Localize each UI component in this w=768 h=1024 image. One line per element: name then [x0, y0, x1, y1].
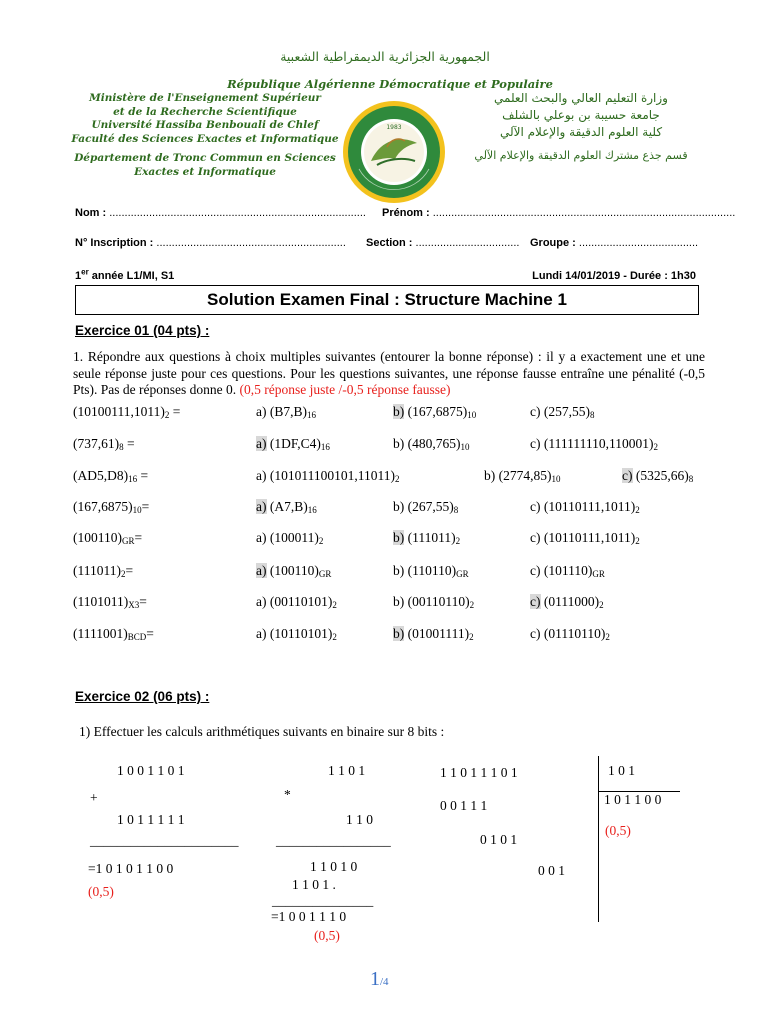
page-current: 1	[370, 968, 380, 990]
question-value: (111011)	[73, 563, 121, 578]
mcq-option-b[interactable]	[393, 563, 469, 579]
option-value: (101011100101,11011)	[266, 468, 395, 483]
mcq-question	[73, 563, 133, 579]
option-letter: b)	[393, 594, 405, 609]
option-value: (1DF,C4)	[266, 436, 321, 451]
page-total: /4	[380, 976, 389, 988]
option-base: 2	[605, 632, 610, 642]
prenom-field[interactable]	[382, 207, 735, 219]
question-value: (167,6875)	[73, 499, 133, 514]
option-value: (00110110)	[404, 594, 470, 609]
header-left-block	[70, 92, 340, 179]
question-value: (1111001)	[73, 626, 128, 641]
option-base: 10	[460, 442, 470, 452]
option-value: (480,765)	[404, 436, 461, 451]
question-value: (10100111,1011)	[73, 404, 165, 419]
year-rest: année L1/MI, S1	[91, 270, 175, 282]
option-letter: b)	[393, 563, 405, 578]
mcq-option-a[interactable]	[256, 530, 323, 546]
year-num: 1	[75, 270, 82, 282]
ministry-line: et de la Recherche Scientifique	[113, 105, 297, 118]
prenom-label: Prénom :	[382, 207, 430, 219]
mul-score: (0,5)	[314, 928, 340, 943]
question-value: (AD5,D8)	[73, 468, 129, 483]
add-operator: +	[90, 790, 98, 805]
div-vertical-rule	[598, 756, 599, 922]
section-label: Section :	[366, 237, 413, 249]
prenom-dots: ...................................................................................................	[432, 207, 736, 219]
question-equals: =	[146, 626, 154, 641]
inscription-field[interactable]	[75, 237, 346, 249]
mcq-question	[73, 530, 142, 546]
option-letter: c)	[530, 530, 541, 545]
mcq-option-c[interactable]	[530, 626, 610, 642]
option-base: 8	[590, 410, 595, 420]
option-letter: b)	[393, 436, 405, 451]
option-value: (A7,B)	[266, 499, 308, 514]
question-base: 2	[164, 410, 170, 420]
option-letter: c)	[530, 404, 541, 419]
question-base: GR	[122, 536, 135, 546]
option-letter: b)	[393, 530, 405, 545]
mcq-question	[73, 404, 180, 420]
question-base: 16	[128, 474, 138, 484]
mcq-option-c[interactable]	[530, 499, 640, 515]
question-base: 2	[121, 569, 126, 579]
option-letter: c)	[530, 626, 541, 641]
ministry-line: Ministère de l'Enseignement Supérieur	[89, 92, 321, 104]
div-quotient: 1 0 1 1 0 0	[604, 792, 662, 807]
option-letter: b)	[484, 468, 496, 483]
option-base: 2	[635, 505, 640, 515]
add-operand-a: 1 0 0 1 1 0 1	[117, 763, 185, 778]
exercise-1-title: Exercice 01 (04 pts) :	[75, 323, 210, 338]
mcq-option-c[interactable]	[530, 530, 640, 546]
logo-year: 1983	[386, 124, 402, 131]
question-equals: =	[134, 530, 143, 545]
department-line: Département de Tronc Commun en Sciences	[74, 152, 336, 164]
option-base: 2	[332, 600, 337, 610]
option-base: 2	[455, 536, 461, 546]
question-base: 10	[132, 505, 142, 515]
option-letter: a)	[256, 468, 267, 483]
mul-operand-b: 1 1 0	[346, 812, 373, 827]
mcq-option-b[interactable]	[393, 626, 474, 642]
nom-label: Nom :	[75, 207, 107, 219]
option-value: (5325,66)	[632, 468, 689, 483]
question-value: (737,61)	[73, 436, 120, 451]
option-value: (167,6875)	[404, 404, 468, 419]
year-level	[75, 267, 175, 282]
ministry-line-ar: وزارة التعليم العالي والبحث العلمي	[494, 91, 668, 105]
option-value: (257,55)	[540, 404, 590, 419]
option-base: GR	[592, 569, 605, 579]
exercise-1-instructions	[73, 349, 705, 399]
mcq-question	[73, 468, 148, 484]
mcq-option-c[interactable]	[530, 404, 595, 420]
option-value: (2774,85)	[495, 468, 552, 483]
mcq-option-c[interactable]	[530, 563, 605, 579]
nom-dots: ....................................................................................	[109, 207, 366, 219]
year-sup: er	[81, 267, 89, 277]
option-value: (267,55)	[404, 499, 454, 514]
mul-partial-2: 1 1 0 1 .	[292, 877, 336, 892]
option-value: (B7,B)	[266, 404, 307, 419]
option-letter: a)	[256, 626, 267, 641]
faculty-line: Faculté des Sciences Exactes et Informatique	[71, 132, 339, 145]
groupe-label: Groupe :	[530, 237, 576, 249]
option-letter: b)	[393, 404, 405, 419]
question-equals: =	[123, 436, 135, 451]
option-base: 2	[635, 536, 640, 546]
mcq-option-b[interactable]	[393, 499, 458, 515]
option-base: 2	[332, 632, 337, 642]
mul-result: =1 0 0 1 1 1 0	[271, 909, 347, 924]
div-remainder-2: 0 1 0 1	[480, 832, 518, 847]
option-value: (110110)	[404, 563, 457, 578]
faculty-line-ar: كلية العلوم الدقيقة والإعلام الآلي	[499, 125, 663, 139]
question-equals: =	[139, 594, 147, 609]
mcq-option-c[interactable]	[530, 436, 658, 452]
option-letter: a)	[256, 499, 267, 514]
option-base: GR	[456, 569, 469, 579]
mcq-question	[73, 594, 147, 610]
mcq-question	[73, 499, 149, 515]
question-value: (100110)	[73, 530, 122, 545]
option-base: 10	[551, 474, 561, 484]
option-value: (101110)	[540, 563, 593, 578]
mcq-option-c[interactable]	[622, 468, 693, 484]
mul-rule-2: _______________	[272, 893, 374, 908]
university-logo	[341, 99, 447, 205]
option-value: (100011)	[266, 530, 319, 545]
add-operand-b: 1 0 1 1 1 1 1	[117, 812, 185, 827]
mcq-option-b[interactable]	[393, 404, 476, 420]
div-dividend: 1 1 0 1 1 1 0 1	[440, 765, 518, 780]
mcq-option-a[interactable]	[256, 563, 331, 579]
option-value: (10110111,1011)	[540, 499, 636, 514]
mcq-option-a[interactable]	[256, 626, 337, 642]
option-base: 8	[453, 505, 459, 515]
question-equals: =	[137, 468, 149, 483]
mul-operator: *	[284, 787, 291, 802]
scoring-note: (0,5 réponse juste /-0,5 réponse fausse)	[239, 382, 451, 397]
university-line: Université Hassiba Benbouali de Chlef	[91, 119, 319, 131]
page-number	[370, 968, 389, 991]
mul-partial-1: 1 1 0 1 0	[310, 859, 358, 874]
option-letter: a)	[256, 530, 267, 545]
department-line: Exactes et Informatique	[134, 165, 276, 178]
mcq-option-a[interactable]	[256, 468, 400, 484]
exercise-2-instruction: 1) Effectuer les calculs arithmétiques suivants en binaire sur 8 bits :	[79, 724, 445, 739]
question-base: 8	[119, 442, 124, 452]
option-base: 8	[688, 474, 694, 484]
option-letter: c)	[530, 436, 541, 451]
option-base: 16	[320, 442, 330, 452]
mcq-option-b[interactable]	[393, 594, 474, 610]
section-field[interactable]	[366, 237, 519, 249]
nom-field[interactable]	[75, 207, 366, 219]
question-equals: =	[141, 499, 150, 514]
add-result: =1 0 1 0 1 1 0 0	[88, 861, 174, 876]
question-base: X3	[128, 600, 140, 610]
option-base: 16	[307, 505, 317, 515]
option-letter: c)	[530, 563, 541, 578]
inscription-label: N° Inscription :	[75, 237, 154, 249]
exercise-2-title: Exercice 02 (06 pts) :	[75, 689, 210, 704]
mcq-option-b[interactable]	[393, 530, 460, 546]
option-base: 2	[395, 474, 400, 484]
mcq-option-b[interactable]	[393, 436, 470, 452]
option-value: (0111000)	[540, 594, 600, 609]
question-value: (1101011)	[73, 594, 129, 609]
mcq-question	[73, 436, 135, 452]
option-value: (100110)	[266, 563, 319, 578]
option-letter: b)	[393, 499, 405, 514]
header-right-block	[456, 90, 706, 164]
option-value: (01110110)	[540, 626, 606, 641]
add-score: (0,5)	[88, 884, 114, 899]
section-dots: ..................................	[415, 237, 520, 249]
groupe-field[interactable]	[530, 237, 698, 249]
option-value: (01001111)	[404, 626, 470, 641]
div-score: (0,5)	[605, 823, 631, 838]
option-value: (111111110,110001)	[540, 436, 654, 451]
inscription-dots: ..............................................................	[156, 237, 346, 249]
question-equals: =	[169, 404, 181, 419]
groupe-dots: .......................................	[578, 237, 699, 249]
option-value: (00110101)	[266, 594, 333, 609]
add-rule: ______________________	[90, 833, 239, 848]
mcq-option-a[interactable]	[256, 499, 317, 515]
option-base: 10	[467, 410, 477, 420]
option-base: GR	[318, 569, 332, 579]
mcq-option-a[interactable]	[256, 594, 337, 610]
option-base: 2	[469, 632, 474, 642]
exam-title: Solution Examen Final : Structure Machine 1	[75, 285, 699, 315]
university-line-ar: جامعة حسيبة بن بوعلي بالشلف	[502, 108, 660, 122]
mcq-question	[73, 626, 154, 642]
div-remainder-3: 0 0 1	[538, 863, 565, 878]
mul-rule: _________________	[276, 833, 391, 848]
mul-operand-a: 1 1 0 1	[328, 763, 366, 778]
mcq-option-b[interactable]	[484, 468, 561, 484]
mcq-option-a[interactable]	[256, 404, 316, 420]
option-letter: a)	[256, 404, 267, 419]
option-base: 2	[599, 600, 604, 610]
exam-date: Lundi 14/01/2019 - Durée : 1h30	[532, 270, 696, 282]
option-letter: c)	[622, 468, 633, 483]
option-letter: a)	[256, 563, 267, 578]
option-letter: b)	[393, 626, 405, 641]
department-line-ar: قسم جذع مشترك العلوم الدقيقة والإعلام الآلي	[474, 149, 688, 162]
option-base: 16	[307, 410, 316, 420]
option-base: 2	[469, 600, 475, 610]
option-letter: c)	[530, 499, 541, 514]
option-base: 2	[653, 442, 658, 452]
option-value: (10110111,1011)	[540, 530, 636, 545]
question-equals: =	[125, 563, 134, 578]
question-base: BCD	[127, 632, 147, 642]
div-remainder-1: 0 0 1 1 1	[440, 798, 488, 813]
instructions-text: 1. Répondre aux questions à choix multiples suivantes (entourer la bonne réponse) : il y a exactement une et une seule réponse juste pour ces questions. Pour les questions suivantes, une réponse fausse entraîne une pénalité (-0,5 Pts). Pas de réponses donne 0.	[73, 349, 705, 397]
arabic-republic-title: الجمهورية الجزائرية الديمقراطية الشعبية	[280, 49, 490, 64]
option-value: (10110101)	[266, 626, 333, 641]
div-divisor: 1 0 1	[608, 763, 635, 778]
option-base: 2	[318, 536, 324, 546]
mcq-option-c[interactable]	[530, 594, 604, 610]
option-letter: c)	[530, 594, 541, 609]
mcq-option-a[interactable]	[256, 436, 330, 452]
french-republic-title: République Algérienne Démocratique et Populaire	[227, 77, 553, 91]
option-letter: a)	[256, 436, 267, 451]
option-value: (111011)	[404, 530, 456, 545]
option-letter: a)	[256, 594, 267, 609]
